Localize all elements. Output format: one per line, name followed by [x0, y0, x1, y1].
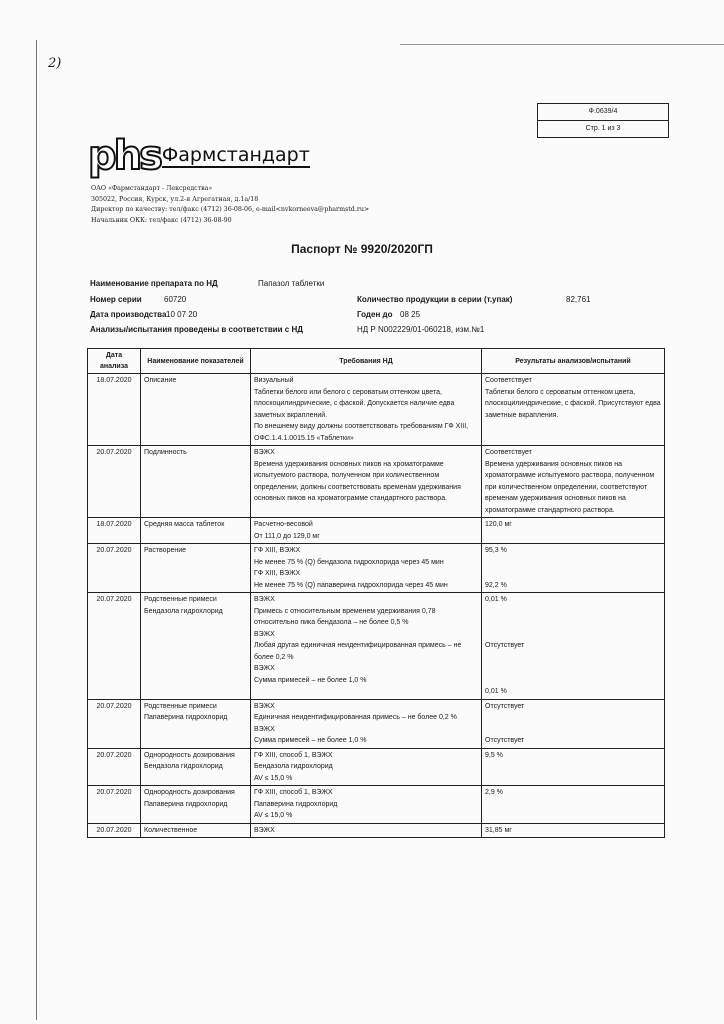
series-value: 60720 — [164, 295, 187, 304]
company-details — [91, 184, 369, 226]
row-requirement: ВЭЖХ Единичная неидентифицированная примесь – не более 0,2 % ВЭЖХ Сумма примесей – не более 1,0 % — [251, 699, 482, 748]
table-row — [88, 699, 665, 748]
row-result: 31,85 мг — [482, 823, 665, 838]
row-requirement: Расчетно-весовой От 111,0 до 129,0 мг — [251, 518, 482, 544]
series-row — [90, 295, 142, 304]
okk-head-contact: Начальник ОКК: тел/факс (4712) 36-08-90 — [91, 216, 232, 224]
company-logo — [88, 133, 310, 179]
row-indicator: Подлинность — [141, 446, 251, 518]
row-date: 20.07.2020 — [88, 748, 141, 786]
production-date-value: 10 07 20 — [166, 310, 198, 319]
row-result: 95,3 % 92,2 % — [482, 544, 665, 593]
scan-edge-top — [400, 44, 724, 45]
row-result: Отсутствует Отсутствует — [482, 699, 665, 748]
analysis-basis-value: НД Р N002229/01-060218, изм.№1 — [357, 325, 485, 334]
table-row — [88, 374, 665, 446]
row-indicator: Растворение — [141, 544, 251, 593]
header-results: Результаты анализов/испытаний — [482, 349, 665, 374]
row-date: 20.07.2020 — [88, 446, 141, 518]
header-indicator: Наименование показателей — [141, 349, 251, 374]
form-code: Ф.0639/4 — [588, 108, 618, 115]
expiry-row — [357, 310, 392, 319]
row-date: 20.07.2020 — [88, 823, 141, 838]
row-result: 0,01 % Отсутствует 0,01 % — [482, 593, 665, 700]
row-requirement: ВЭЖХ — [251, 823, 482, 838]
table-row — [88, 446, 665, 518]
production-date-row — [90, 310, 166, 319]
row-date: 20.07.2020 — [88, 699, 141, 748]
row-date: 18.07.2020 — [88, 374, 141, 446]
scan-edge-left — [36, 40, 37, 1020]
drug-name-label: Наименование препарата по НД — [90, 279, 218, 288]
row-indicator: Однородность дозирования Бендазола гидрохлорид — [141, 748, 251, 786]
row-requirement: ГФ XIII, ВЭЖХ Не менее 75 % (Q) бендазола гидрохлорида через 45 мин ГФ XIII, ВЭЖХ Не менее 75 % (Q) папаверина гидрохлорида через 45 мин — [251, 544, 482, 593]
logo-wordmark: Фармстандарт — [161, 144, 310, 166]
row-date: 20.07.2020 — [88, 786, 141, 824]
page-counter: Стр. 1 из 3 — [538, 120, 668, 137]
table-row — [88, 786, 665, 824]
expiry-value: 08 25 — [400, 310, 421, 319]
company-address: 305022, Россия, Курск, ул.2-я Агрегатная, д.1а/18 — [91, 195, 259, 203]
analysis-basis-row — [90, 325, 303, 334]
series-label: Номер серии — [90, 295, 142, 304]
row-requirement: ГФ XIII, способ 1, ВЭЖХ Папаверина гидрохлорид AV ≤ 15,0 % — [251, 786, 482, 824]
drug-name-row — [90, 279, 218, 288]
table-row — [88, 823, 665, 838]
row-result: Соответствует Таблетки белого с сероватым оттенком цвета, плоскоцилиндрические, с фаской. Присутствуют едва заметные вкрапления. — [482, 374, 665, 446]
header-requirements: Требования НД — [251, 349, 482, 374]
header-date: Дата анализа — [88, 349, 141, 374]
analysis-basis-label: Анализы/испытания проведены в соответствии с НД — [90, 325, 303, 334]
row-indicator: Родственные примеси Бендазола гидрохлорид — [141, 593, 251, 700]
company-name: ОАО «Фармстандарт - Лексредства» — [91, 185, 213, 192]
quantity-label: Количество продукции в серии (т.упак) — [357, 295, 513, 304]
logo-mark: phs — [88, 133, 160, 179]
quantity-row — [357, 295, 512, 304]
row-requirement: ГФ XIII, способ 1, ВЭЖХ Бендазола гидрохлорид AV ≤ 15,0 % — [251, 748, 482, 786]
row-result: 120,0 мг — [482, 518, 665, 544]
row-indicator: Родственные примеси Папаверина гидрохлорид — [141, 699, 251, 748]
production-date-label: Дата производства — [90, 310, 167, 319]
table-row — [88, 593, 665, 700]
row-result: Соответствует Времена удерживания основных пиков на хроматограмме испытуемого раствора, полученном при количественном определении, соответствуют временам удерживания основных пиков на хроматограмме стандартного раствора. — [482, 446, 665, 518]
results-table — [87, 348, 665, 838]
drug-name-value: Папазол таблетки — [258, 279, 325, 288]
quantity-value: 82,761 — [566, 295, 591, 304]
row-requirement: Визуальный Таблетки белого или белого с сероватым оттенком цвета, плоскоцилиндрические, с фаской. Допускается наличие едва заметных вкраплений. По внешнему виду должны соответствовать требованиям ГФ XIII, ОФС.1.4.1.0015.15 «Таблетки» — [251, 374, 482, 446]
row-result: 9,5 % — [482, 748, 665, 786]
form-number-box — [537, 103, 669, 138]
document-title: Паспорт № 9920/2020ГП — [291, 242, 433, 256]
row-result: 2,9 % — [482, 786, 665, 824]
row-requirement: ВЭЖХ Времена удерживания основных пиков на хроматограмме испытуемого раствора, полученном при количественном определении, должны соответствовать временам удерживания основных пиков на хроматограмме стандартного раствора. — [251, 446, 482, 518]
quality-director-contact: Директор по качеству: тел/факс (4712) 36-08-06, e-mail<nvkorneeva@pharmstd.ru> — [91, 206, 370, 213]
row-indicator: Однородность дозирования Папаверина гидрохлорид — [141, 786, 251, 824]
row-date: 20.07.2020 — [88, 544, 141, 593]
row-date: 20.07.2020 — [88, 593, 141, 700]
row-date: 18.07.2020 — [88, 518, 141, 544]
table-header-row — [88, 349, 665, 374]
table-row — [88, 518, 665, 544]
row-indicator: Количественное — [141, 823, 251, 838]
expiry-label: Годен до — [357, 310, 393, 319]
table-row — [88, 544, 665, 593]
row-indicator: Описание — [141, 374, 251, 446]
table-row — [88, 748, 665, 786]
row-requirement: ВЭЖХ Примесь с относительным временем удерживания 0,78 относительно пика бендазола – не более 0,5 % ВЭЖХ Любая другая единичная неидентифицированная примесь – не более 0,2 % ВЭЖХ Сумма примесей – не более 1,0 % — [251, 593, 482, 700]
row-indicator: Средняя масса таблеток — [141, 518, 251, 544]
handwritten-mark: 2) — [48, 56, 62, 71]
